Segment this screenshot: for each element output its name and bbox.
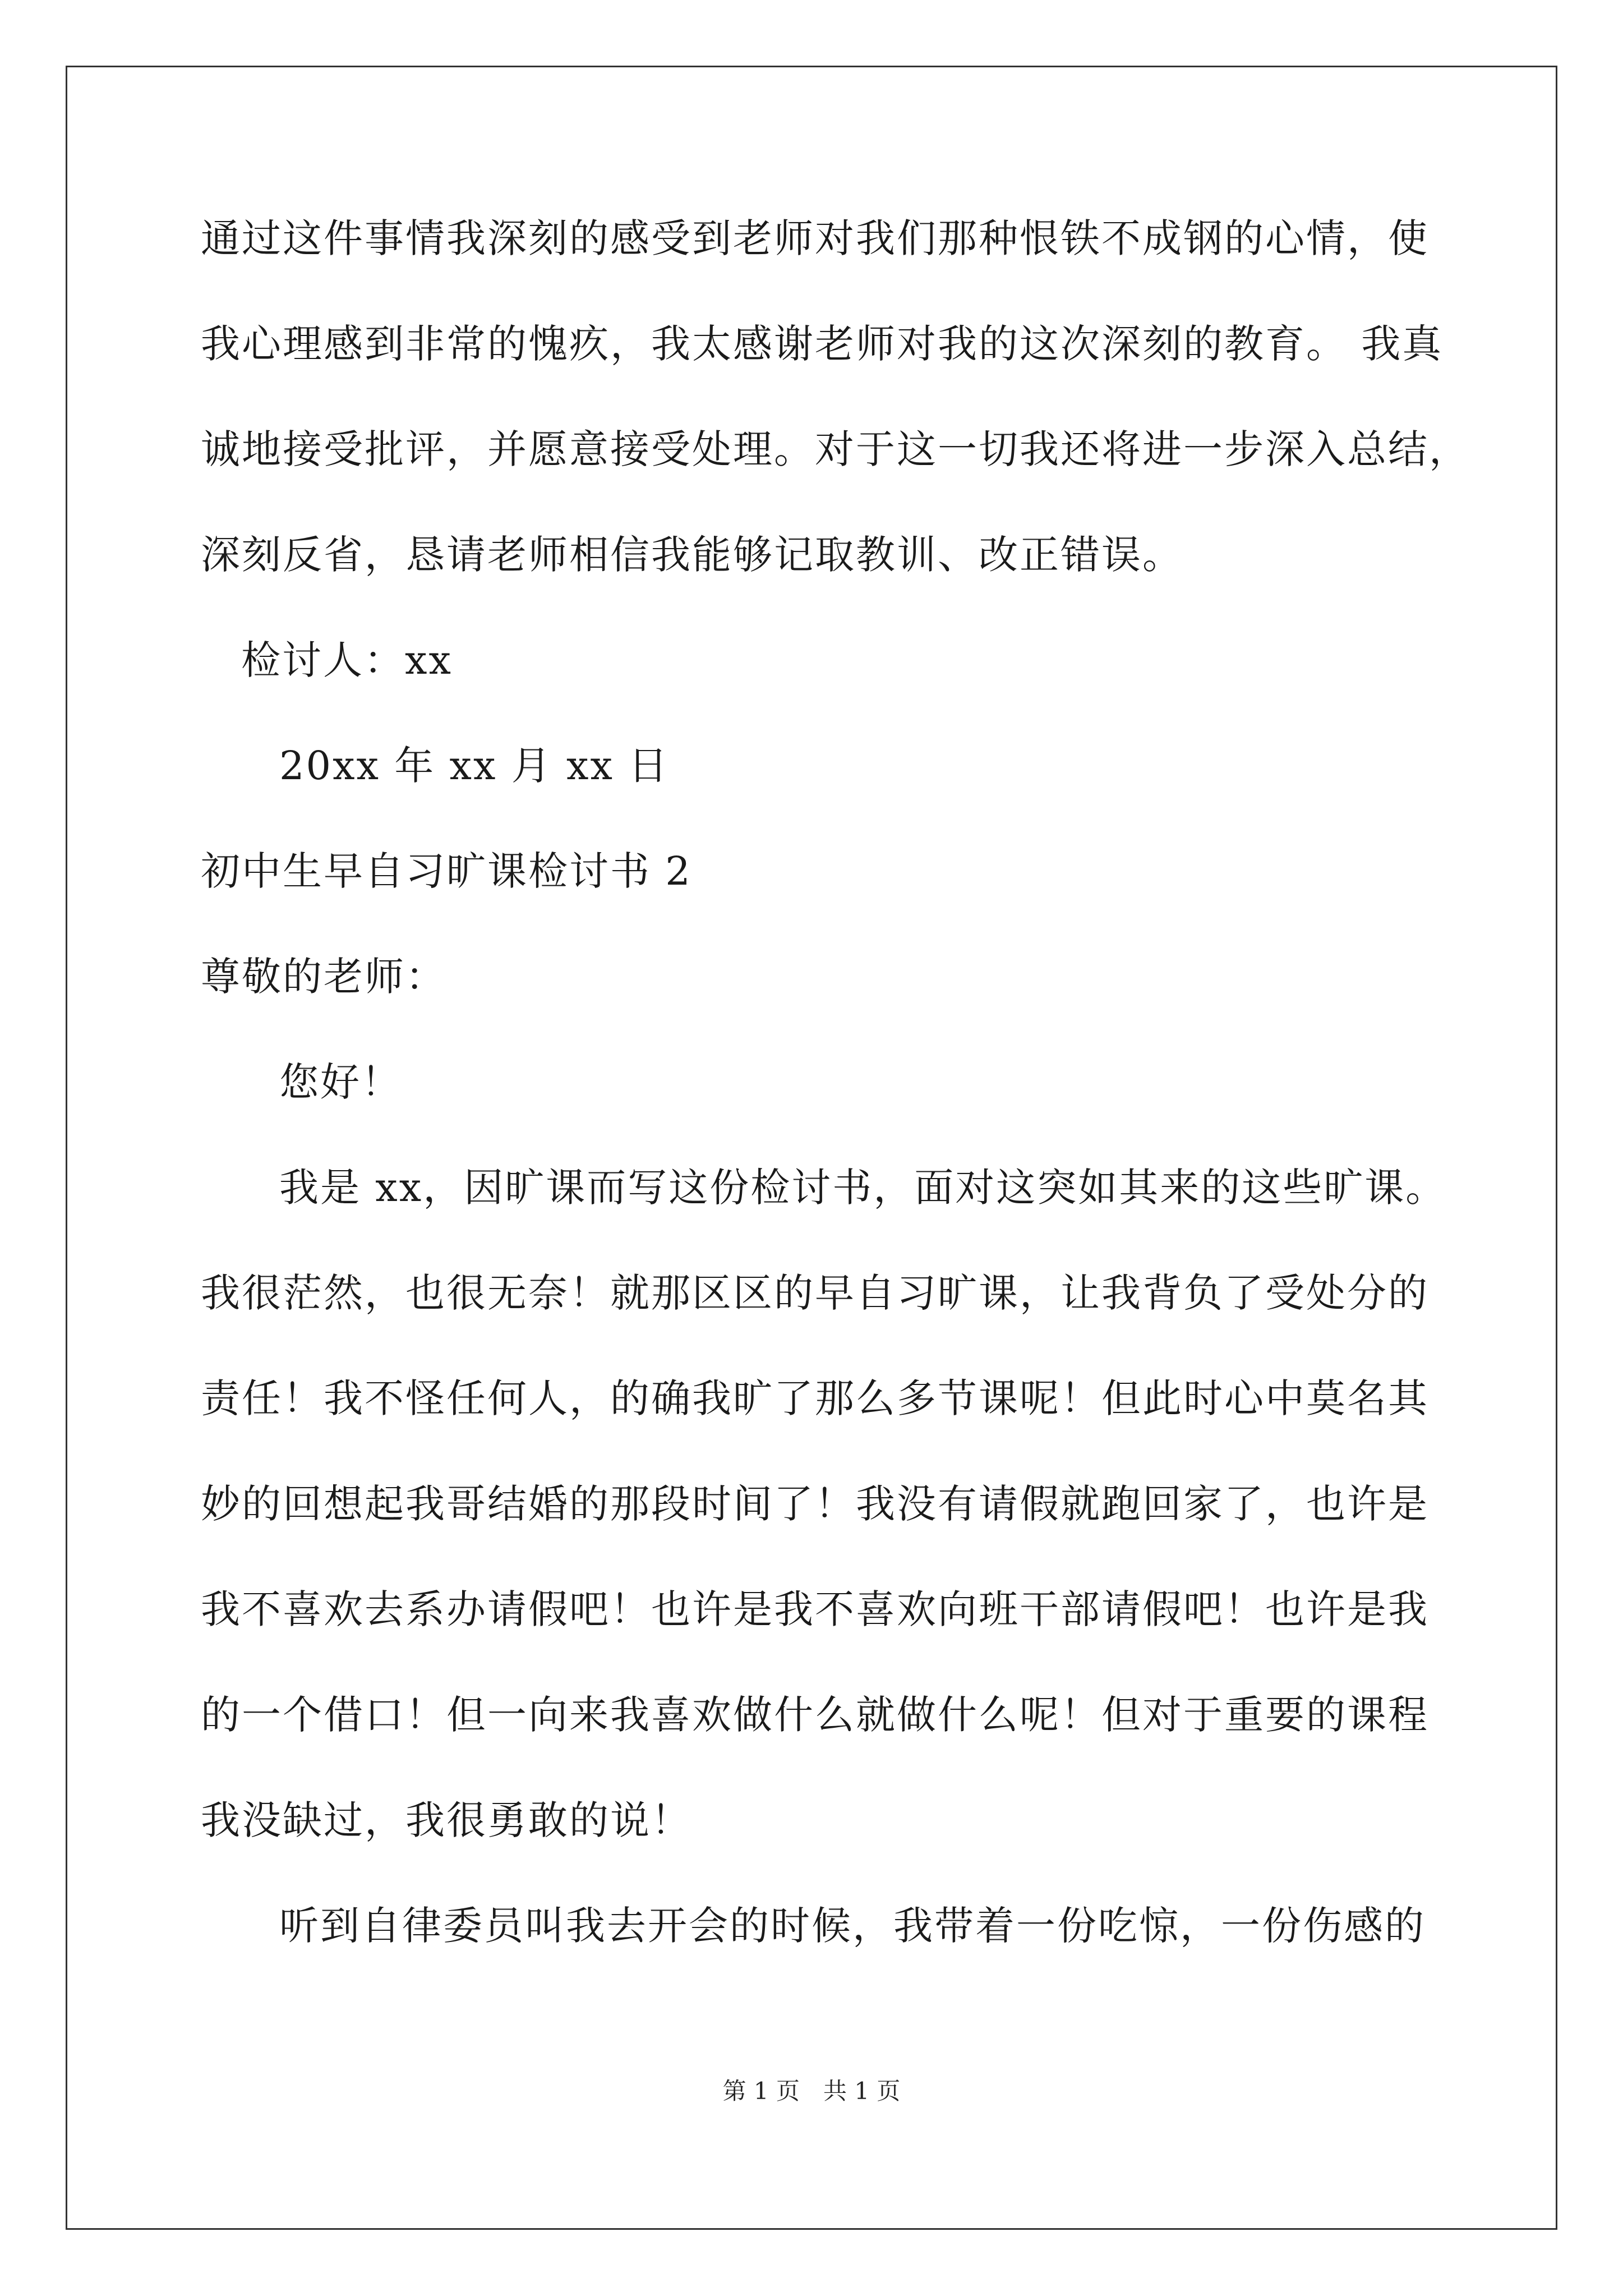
text-line: 我心理感到非常的愧疚，我太感谢老师对我的这次深刻的教育。 我真 <box>201 321 1444 367</box>
text-line: 听到自律委员叫我去开会的时候，我带着一份吃惊，一份伤感的 <box>279 1903 1426 1949</box>
text-line: 的一个借口！但一向来我喜欢做什么就做什么呢！但对于重要的课程 <box>201 1692 1429 1738</box>
greeting: 您好！ <box>279 1059 402 1105</box>
text-line: 责任！我不怪任何人，的确我旷了那么多节课呢！但此时心中莫名其 <box>201 1375 1429 1421</box>
salutation: 尊敬的老师： <box>201 954 446 1000</box>
text-line: 妙的回想起我哥结婚的那段时间了！我没有请假就跑回家了，也许是 <box>201 1481 1429 1527</box>
text-line: 通过这件事情我深刻的感受到老师对我们那种恨铁不成钢的心情，使 <box>201 215 1429 261</box>
text-line: 深刻反省，恳请老师相信我能够记取教训、改正错误。 <box>201 532 1183 578</box>
section-title: 初中生早自习旷课检讨书 2 <box>201 848 692 894</box>
signer-line: 检讨人：xx <box>241 637 453 683</box>
text-line: 我不喜欢去系办请假吧！也许是我不喜欢向班干部请假吧！也许是我 <box>201 1586 1429 1632</box>
text-line: 我没缺过，我很勇敢的说！ <box>201 1797 692 1843</box>
date-line: 20xx 年 xx 月 xx 日 <box>279 743 670 789</box>
text-line: 我很茫然，也很无奈！就那区区的早自习旷课，让我背负了受处分的 <box>201 1270 1429 1316</box>
text-line: 我是 xx，因旷课而写这份检讨书，面对这突如其来的这些旷课。 <box>279 1165 1447 1211</box>
page-footer: 第 1 页 共 1 页 <box>722 2077 901 2105</box>
text-line: 诚地接受批评，并愿意接受处理。对于这一切我还将进一步深入总结， <box>201 426 1470 472</box>
